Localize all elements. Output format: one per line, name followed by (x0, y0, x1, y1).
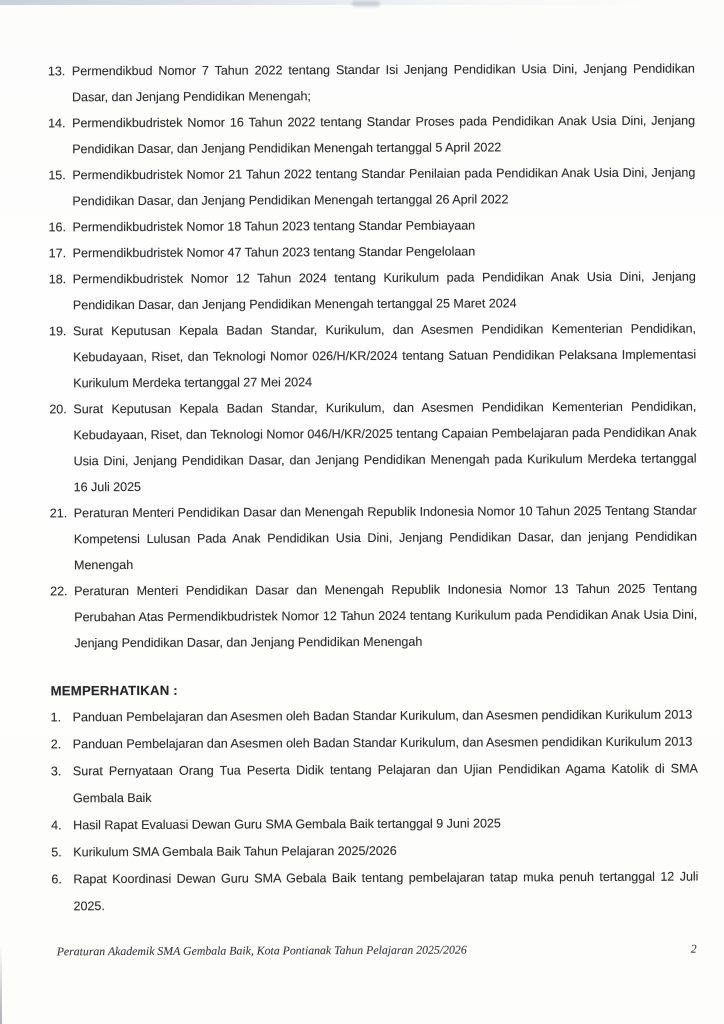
list-item (49, 394, 696, 501)
list-item-number: 19. (48, 324, 67, 339)
legal-references-list (48, 56, 698, 657)
list-item (49, 264, 696, 319)
list-item-text: Rapat Koordinasi Dewan Guru SMA Gebala Baik tentang pembelajaran tatap muka penuh tertanggal 12 Juli 2025. (73, 869, 699, 914)
list-item (48, 212, 695, 241)
list-item-text: Peraturan Menteri Pendidikan Dasar dan Menengah Republik Indonesia Nomor 10 Tahun 2025 Tentang Standar Kompetensi Lulusan Pada Anak Pendidikan Usia Dini, Jenjang Pendidikan Dasar, dan jenjang Pendidikan Menengah (73, 503, 697, 573)
list-item-text: Permendikbudristek Nomor 47 Tahun 2023 tentang Standar Pengelolaan (72, 244, 476, 261)
list-item (51, 756, 698, 813)
list-item-number: 21. (49, 506, 68, 521)
list-item-number: 17. (48, 246, 67, 261)
memperhatikan-list (51, 702, 699, 921)
list-item-text: Permendikbudristek Nomor 12 Tahun 2024 tentang Kurikulum pada Pendidikan Anak Usia Dini, Jenjang Pendidikan Dasar, dan Jenjang Pendidikan Menengah tertanggal 25 Maret 2024 (72, 269, 696, 313)
list-item-number: 15. (48, 168, 66, 183)
list-item-text: Permendikbudristek Nomor 16 Tahun 2022 tentang Standar Proses pada Pendidikan Anak Usia Dini, Jenjang Pendidikan Dasar, dan Jenjang Pendidikan Menengah tertanggal 5 April 2022 (72, 113, 696, 157)
list-item (50, 576, 697, 657)
document-body (48, 56, 699, 921)
list-item-text: Permendikbudristek Nomor 18 Tahun 2023 tentang Standar Pembiayaan (72, 218, 476, 235)
list-item-number: 2. (50, 737, 62, 752)
list-item-text: Surat Pernyataan Orang Tua Peserta Didik tentang Pelajaran dan Ujian Pendidikan Agama Katolik di SMA Gembala Baik (72, 761, 698, 806)
memperhatikan-heading: MEMPERHATIKAN : (50, 682, 178, 699)
list-item-text: Permendikbud Nomor 7 Tahun 2022 tentang Standar Isi Jenjang Pendidikan Usia Dini, Jenjang Pendidikan Dasar, dan Jenjang Pendidikan Menengah; (71, 61, 695, 105)
list-item-number: 5. (51, 845, 62, 860)
list-item (50, 498, 697, 579)
list-item (51, 864, 698, 921)
list-item (51, 702, 698, 732)
list-item (51, 837, 698, 867)
page-footer (57, 942, 697, 960)
list-item-number: 14. (48, 116, 66, 131)
list-item-text: Hasil Rapat Evaluasi Dewan Guru SMA Gembala Baik tertanggal 9 Juni 2025 (73, 816, 501, 833)
list-item (51, 729, 698, 759)
list-item-number: 18. (48, 272, 67, 287)
list-item (49, 316, 696, 397)
page-number: 2 (690, 941, 697, 956)
list-item (48, 160, 695, 215)
list-item-number: 3. (50, 764, 62, 779)
list-item-text: Peraturan Menteri Pendidikan Dasar dan Menengah Republik Indonesia Nomor 13 Tahun 2025 Tentang Perubahan Atas Permendikbudristek Nomor 12 Tahun 2024 tentang Kurikulum pada Pendidikan Anak Usia Dini, Jenjang Pendidikan Dasar, dan Jenjang Pendidikan Menengah (74, 581, 698, 651)
list-item (48, 56, 695, 111)
list-item-number: 6. (51, 872, 62, 887)
list-item-number: 22. (50, 584, 68, 599)
list-item-text: Panduan Pembelajaran dan Asesmen oleh Badan Standar Kurikulum, dan Asesmen pendidikan Kurikulum 2013 (72, 707, 693, 725)
list-item (49, 238, 696, 267)
footer-title: Peraturan Akademik SMA Gembala Baik, Kota Pontianak Tahun Pelajaran 2025/2026 (56, 942, 467, 959)
list-item-text: Panduan Pembelajaran dan Asesmen oleh Badan Standar Kurikulum, dan Asesmen pendidikan Kurikulum 2013 (72, 734, 693, 752)
list-item-number: 1. (50, 710, 62, 725)
list-item-text: Surat Keputusan Kepala Badan Standar, Kurikulum, dan Asesmen Pendidikan Kementerian Pendidikan, Kebudayaan, Riset, dan Teknologi Nomor 046/H/KR/2025 tentang Capaian Pembelajaran pada Pendidikan Anak Usia Dini, Jenjang Pendidikan Dasar, dan Jenjang Pendidikan Menengah pada Kurikulum Merdeka tertanggal 16 Juli 2025 (73, 399, 697, 495)
list-item-text: Permendikbudristek Nomor 21 Tahun 2022 tentang Standar Penilaian pada Pendidikan Anak Usia Dini, Jenjang Pendidikan Dasar, dan Jenjang Pendidikan Menengah tertanggal 26 April 2022 (72, 165, 696, 209)
list-item-text: Kurikulum SMA Gembala Baik Tahun Pelajaran 2025/2026 (73, 843, 397, 860)
list-item-number: 4. (51, 818, 62, 833)
list-item (48, 108, 695, 163)
list-item-number: 16. (48, 220, 66, 235)
list-item (51, 810, 698, 840)
list-item-text: Surat Keputusan Kepala Badan Standar, Kurikulum, dan Asesmen Pendidikan Kementerian Pendidikan, Kebudayaan, Riset, dan Teknologi Nomor 026/H/KR/2024 tentang Satuan Pendidikan Pelaksana Implementasi Kurikulum Merdeka tertanggal 27 Mei 2024 (72, 321, 697, 391)
list-item-number: 13. (47, 64, 66, 79)
list-item-number: 20. (49, 402, 67, 417)
